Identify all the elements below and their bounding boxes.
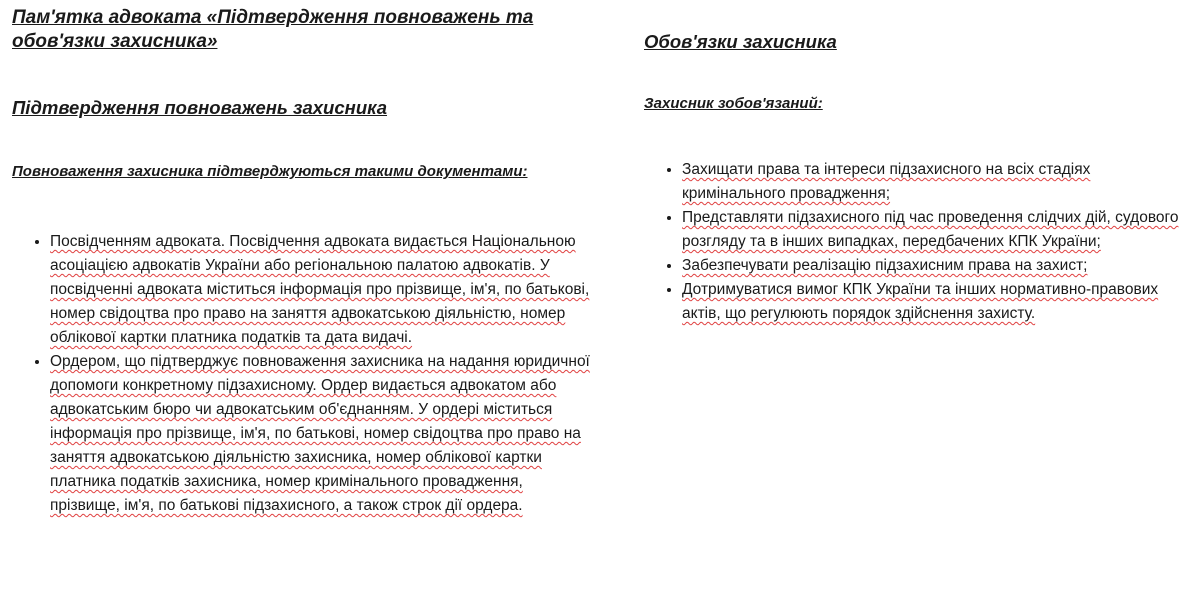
list-item: • Ордером, що підтверджує повноваження захисника на надання юридичної допомоги конкретному підзахисному. Ордер видається адвокатом або адвокатським бюро чи адвокатським об'єднанням. У ордері міститься інформація про прізвище, ім'я, по батькові, номер свідоцтва про право на заняття адвокатською діяльністю захисника, номер облікової картки платника податків захисника, номер кримінального провадження, прізвище, ім'я, по батькові підзахисного, а також строк дії ордера. (50, 350, 592, 518)
list-item: • Захищати права та інтереси підзахисного на всіх стадіях кримінального провадження; (682, 158, 1189, 206)
documents-subheading: Повноваження захисника підтверджуються такими документами: (12, 163, 528, 180)
list-item: • Посвідченням адвоката. Посвідчення адвоката видається Національною асоціацією адвокатів України або регіональною палатою адвокатів. У посвідченні адвоката міститься інформація про прізвище, ім'я, по батькові, номер свідоцтва про право на заняття адвокатською діяльністю, номер облікової картки платника податків та дата видачі. (50, 230, 592, 350)
duties-list (644, 158, 1189, 326)
defender-duties-heading: Обов'язки захисника (644, 31, 837, 52)
documents-list (12, 230, 592, 518)
list-item: • Дотримуватися вимог КПК України та інших нормативно-правових актів, що регулюють порядок здійснення захисту. (682, 278, 1189, 326)
list-item: • Представляти підзахисного під час проведення слідчих дій, судового розгляду та в інших випадках, передбачених КПК України; (682, 206, 1189, 254)
document-title: Пам'ятка адвоката «Підтвердження повноважень та обов'язки захисника» (12, 7, 534, 52)
duties-subheading: Захисник зобов'язаний: (644, 95, 823, 112)
authority-confirmation-heading: Підтвердження повноважень захисника (12, 97, 388, 118)
left-column (12, 0, 592, 518)
right-column (644, 0, 1189, 326)
list-item: • Забезпечувати реалізацію підзахисним права на захист; (682, 254, 1189, 278)
